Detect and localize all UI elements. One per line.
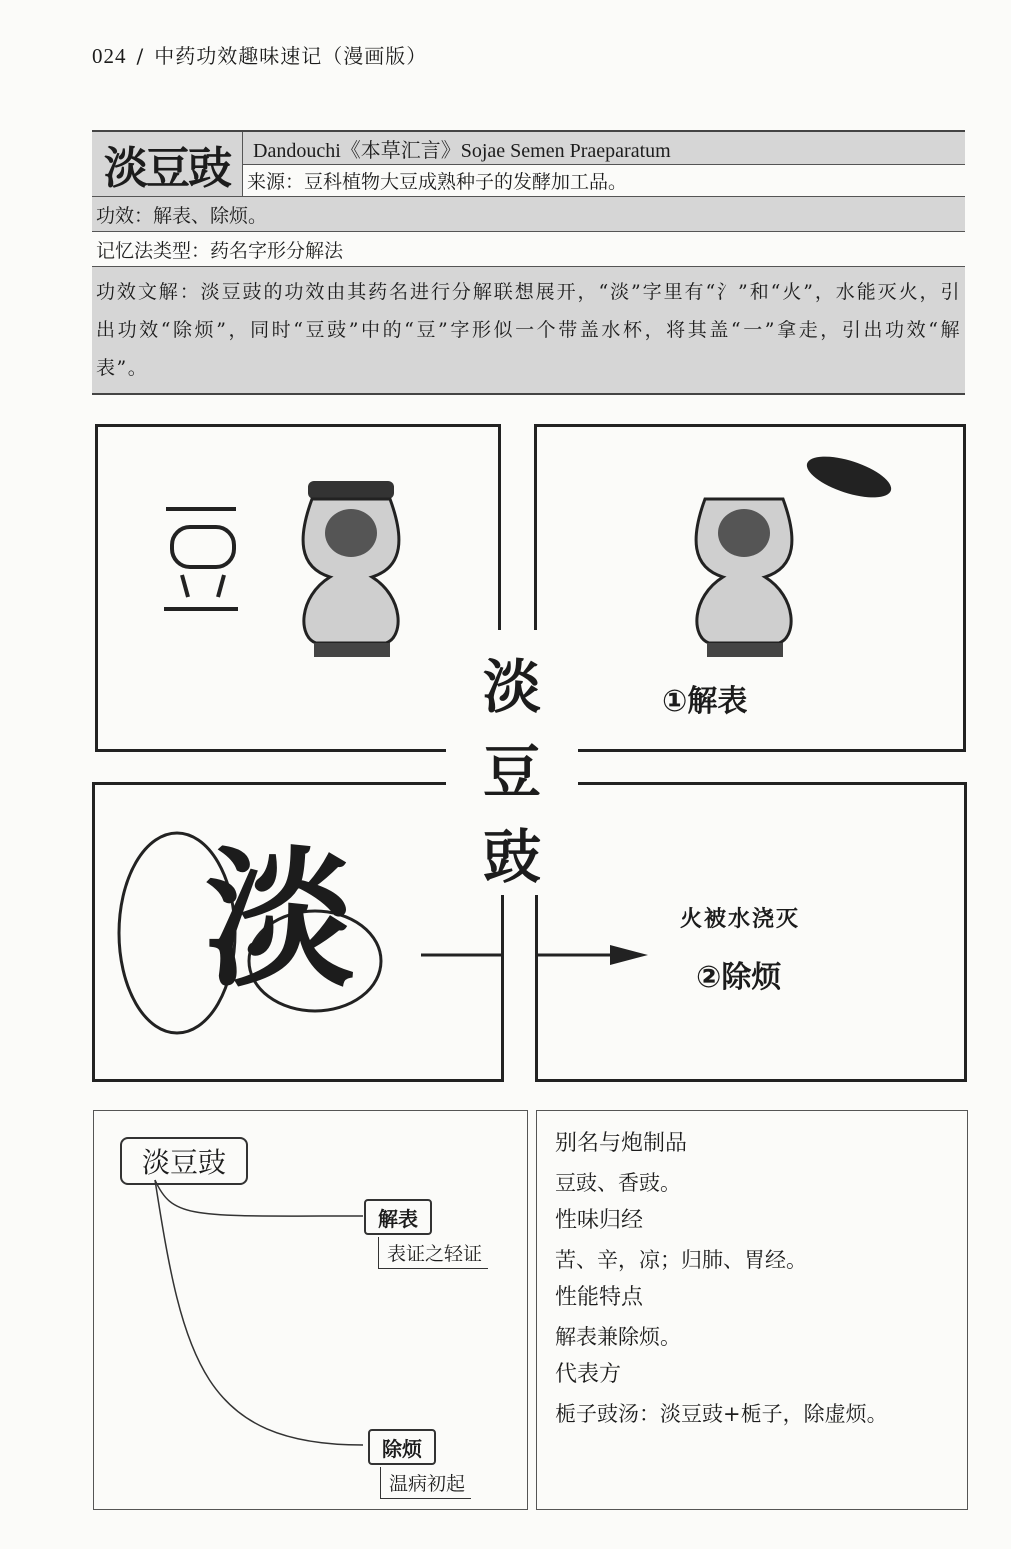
source-line: 来源：豆科植物大豆成熟种子的发酵加工品。 — [243, 165, 965, 196]
formula-heading: 代表方 — [555, 1362, 622, 1387]
center-char-3: 豉 — [482, 823, 541, 891]
mindmap-root: 淡豆豉 — [120, 1137, 248, 1185]
details-text — [555, 1125, 955, 1433]
feature-text: 解表兼除烦。 — [555, 1324, 681, 1349]
cup-with-lid-illustration — [98, 427, 498, 749]
split-dou-icon — [164, 509, 238, 609]
caption-chufan: ②除烦 — [696, 960, 782, 995]
feature-heading: 性能特点 — [555, 1285, 644, 1310]
mindmap-node-jiebiao: 解表 — [364, 1199, 432, 1235]
book-title: 中药功效趣味速记（漫画版） — [154, 44, 428, 68]
caption-fire-extinguished: 火被水浇灭 — [680, 907, 801, 932]
formula-text: 栀子豉汤：淡豆豉+栀子，除虚烦。 — [555, 1401, 888, 1426]
page-header — [92, 40, 427, 69]
cup-icon — [303, 481, 399, 657]
title-right — [243, 132, 965, 196]
mindmap-node-chufan: 除烦 — [368, 1429, 436, 1465]
header-separator: / — [136, 44, 145, 68]
cup-lid-removed-illustration — [537, 427, 963, 749]
nature-text: 苦、辛，凉；归肺、胃经。 — [555, 1247, 807, 1272]
title-row — [92, 132, 965, 197]
comic-panel-bottom-left — [92, 782, 504, 1082]
comic-panel-top-left — [95, 424, 501, 752]
latin-name-line: Dandouchi《本草汇言》Sojae Semen Praeparatum — [243, 132, 965, 165]
mindmap-sub-jiebiao: 表证之轻证 — [378, 1237, 488, 1269]
caption-jiebiao: ①解表 — [662, 684, 748, 719]
center-char-1: 淡 — [482, 653, 541, 721]
center-char-2: 豆 — [482, 738, 541, 806]
big-dan-character: 淡 — [205, 832, 356, 1008]
comic-panel-top-right — [534, 424, 966, 752]
nature-heading: 性味归经 — [555, 1208, 644, 1233]
page-number: 024 — [92, 44, 127, 68]
explanation-row: 功效文解：淡豆豉的功效由其药名进行分解联想展开，“淡”字里有“氵”和“火”，水能灭火，引出功效“除烦”，同时“豆豉”中的“豆”字形似一个带盖水杯，将其盖“一”拿走，引出功效“解表”。 — [92, 267, 965, 395]
herb-info-table — [92, 130, 965, 395]
cup-icon — [696, 499, 792, 657]
alias-heading: 别名与炮制品 — [555, 1131, 688, 1156]
memory-type-row: 记忆法类型：药名字形分解法 — [92, 232, 965, 267]
alias-text: 豆豉、香豉。 — [555, 1170, 681, 1195]
mindmap-sub-chufan: 温病初起 — [380, 1467, 471, 1499]
arrow-head-icon — [610, 945, 648, 965]
lid-icon — [802, 448, 896, 506]
efficacy-row: 功效：解表、除烦。 — [92, 197, 965, 232]
herb-name: 淡豆豉 — [92, 132, 243, 196]
